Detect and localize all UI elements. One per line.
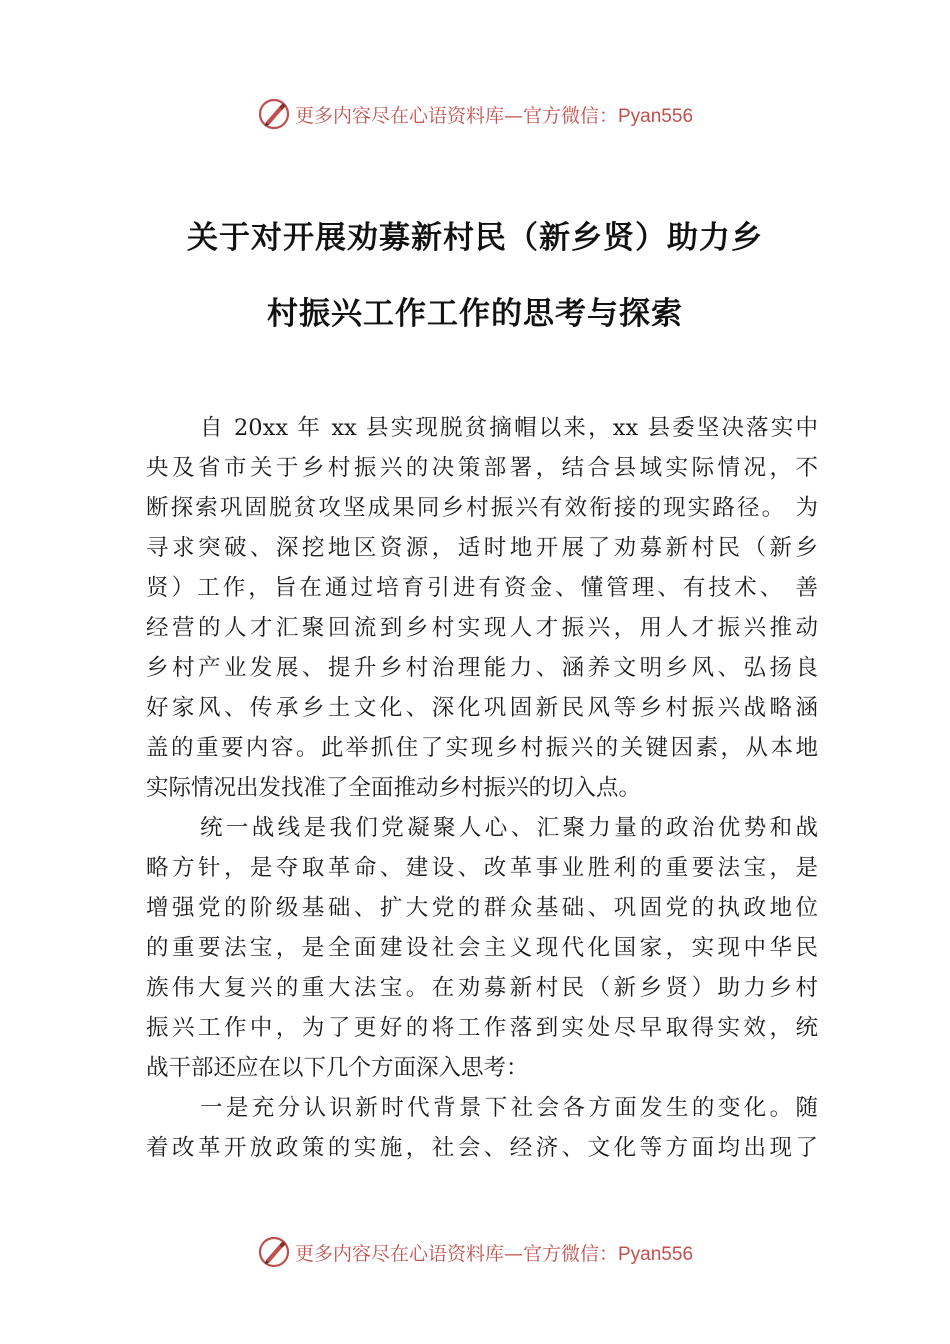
text-line: 好家风、传承乡土文化、深化巩固新民风等乡村振兴战略涵 [146,695,818,721]
text-line: 一是充分认识新时代背景下社会各方面发生的变化。随 [200,1095,818,1121]
text-line: 自 20xx 年 xx 县实现脱贫摘帽以来，xx 县委坚决落实中 [200,415,818,441]
watermark-text: 更多内容尽在心语资料库—官方微信：Pyan556 [294,1242,694,1265]
text-line: 振兴工作中，为了更好的将工作落到实处尽早取得实效，统 [146,1015,818,1041]
pen-logo-icon [257,1235,291,1269]
text-line: 着改革开放政策的实施，社会、经济、文化等方面均出现了 [146,1135,818,1161]
text-line: 盖的重要内容。此举抓住了实现乡村振兴的关键因素，从本地 [146,735,818,761]
title-line-2: 村振兴工作工作的思考与探索 [267,296,683,332]
text-line: 统一战线是我们党凝聚人心、汇聚力量的政治优势和战 [200,815,818,841]
text-line: 寻求突破、深挖地区资源，适时地开展了劝募新村民（新乡 [146,535,818,561]
document-body [146,408,818,1168]
pen-logo-icon [257,97,291,131]
text-line: 族伟大复兴的重大法宝。在劝募新村民（新乡贤）助力乡村 [146,975,818,1001]
document-title [120,200,830,352]
watermark-banner-bottom [0,1232,950,1272]
watermark-text: 更多内容尽在心语资料库—官方微信：Pyan556 [294,104,694,127]
paragraph-3 [146,1088,818,1168]
text-line: 央及省市关于乡村振兴的决策部署，结合县域实际情况，不 [146,455,818,481]
paragraph-2 [146,808,818,1088]
title-line-1: 关于对开展劝募新村民（新乡贤）助力乡 [187,220,763,256]
text-line: 贤）工作，旨在通过培育引进有资金、懂管理、有技术、 善 [146,575,818,601]
text-line: 乡村产业发展、提升乡村治理能力、涵养文明乡风、弘扬良 [146,655,818,681]
text-line: 的重要法宝，是全面建设社会主义现代化国家，实现中华民 [146,935,818,961]
watermark-banner-top [0,94,950,134]
text-line: 经营的人才汇聚回流到乡村实现人才振兴，用人才振兴推动 [146,615,818,641]
text-line: 实际情况出发找准了全面推动乡村振兴的切入点。 [146,775,642,801]
text-line: 增强党的阶级基础、扩大党的群众基础、巩固党的执政地位 [146,895,818,921]
text-line: 略方针，是夺取革命、建设、改革事业胜利的重要法宝，是 [146,855,818,881]
text-line: 战干部还应在以下几个方面深入思考： [146,1055,529,1081]
paragraph-1 [146,408,818,808]
text-line: 断探索巩固脱贫攻坚成果同乡村振兴有效衔接的现实路径。 为 [146,495,818,521]
